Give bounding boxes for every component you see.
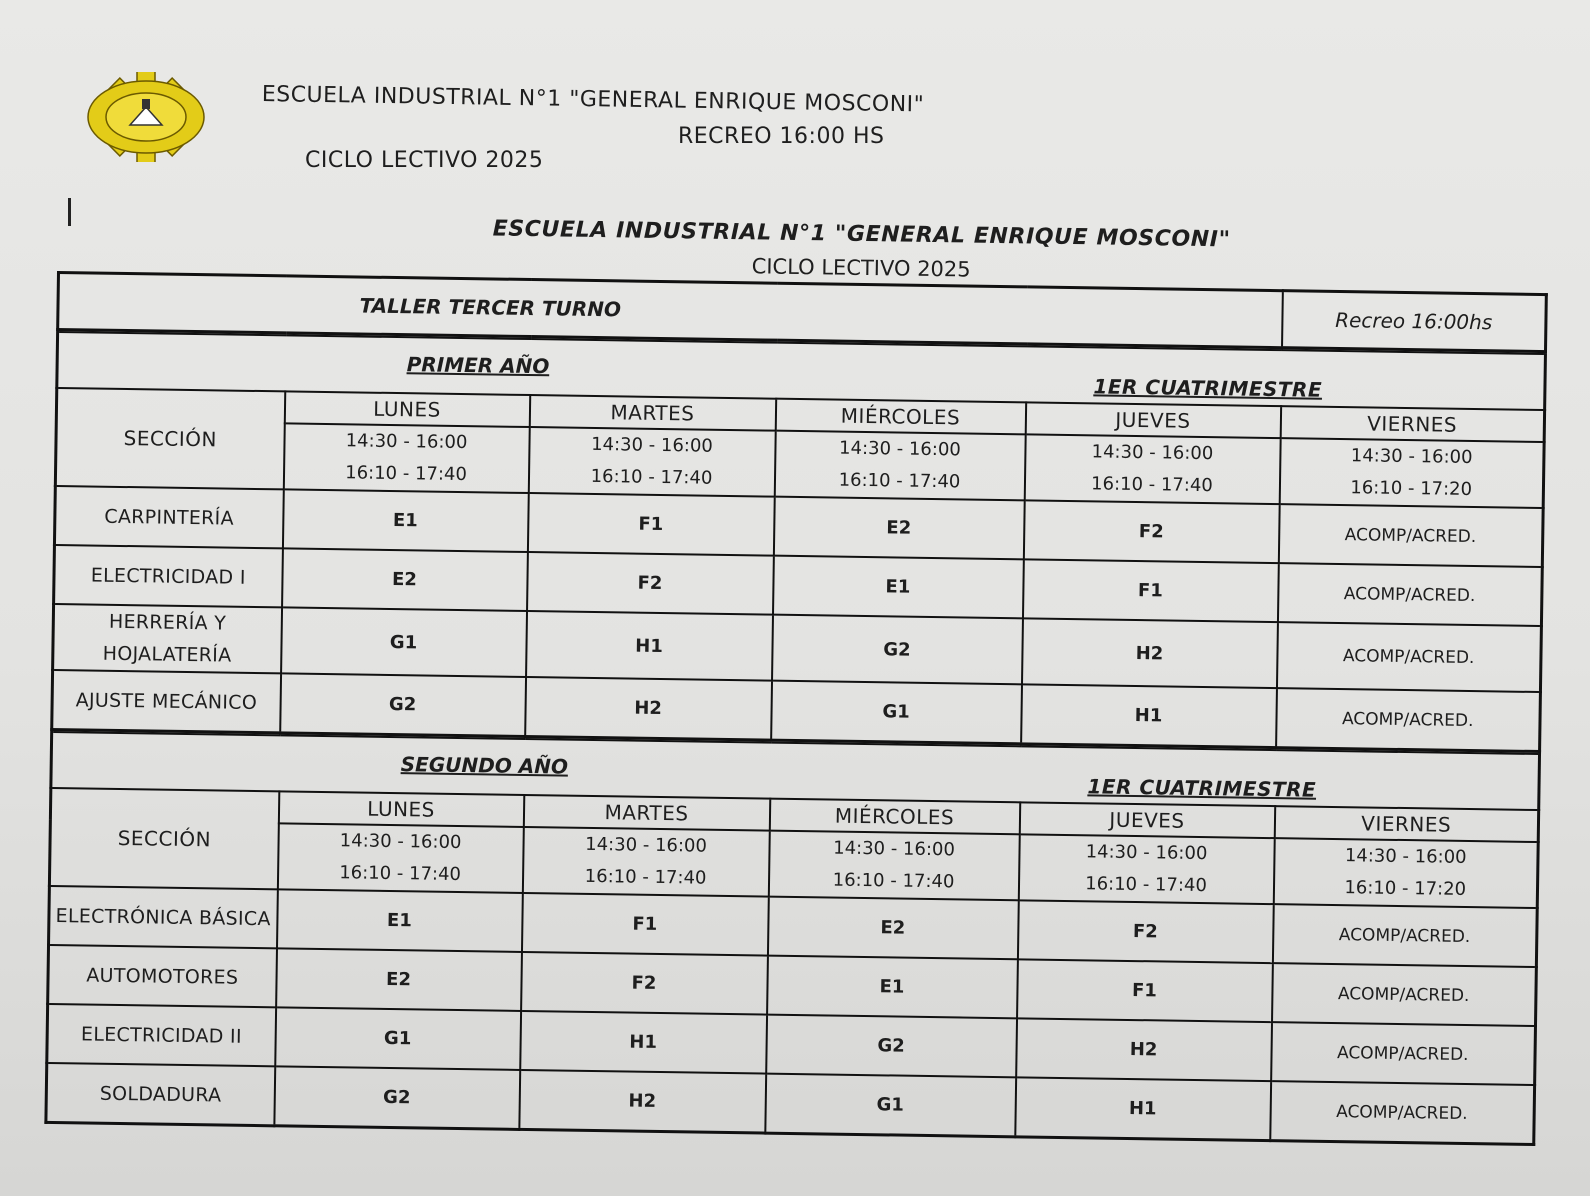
schedule-cell: H2 [525, 677, 772, 740]
schedule-cell: E2 [773, 497, 1024, 560]
schedule-cell: H2 [519, 1070, 766, 1133]
time-slot-1: 14:30 - 16:00 [1344, 845, 1467, 868]
time-slot-cell [774, 431, 1025, 501]
day-name: JUEVES [1025, 402, 1280, 438]
schedule-cell: E1 [767, 956, 1018, 1019]
schedule-cell: F2 [521, 952, 768, 1015]
day-name: VIERNES [1274, 806, 1538, 842]
school-gear-logo [78, 72, 214, 162]
year-table [44, 731, 1541, 1146]
schedule-cell: E1 [773, 556, 1024, 619]
year-table [50, 331, 1547, 753]
time-slot-cell [1279, 438, 1544, 508]
time-slot-2: 16:10 - 17:40 [832, 869, 955, 893]
schedule-cell: ACOMP/ACRED. [1276, 688, 1541, 751]
schedule-cell: H2 [1021, 618, 1277, 688]
time-slot-2: 16:10 - 17:40 [345, 462, 468, 486]
section-name: HERRERÍA Y HOJALATERÍA [53, 604, 282, 673]
schedule-cell: ACOMP/ACRED. [1270, 1081, 1535, 1144]
time-slot-1: 14:30 - 16:00 [1350, 445, 1473, 469]
day-name: LUNES [284, 391, 529, 427]
document-title: ESCUELA INDUSTRIAL N°1 "GENERAL ENRIQUE MOSCONI" [492, 216, 1231, 253]
schedule-cell: ACOMP/ACRED. [1271, 1022, 1536, 1085]
schedule-cell: F2 [527, 552, 774, 615]
time-slot-cell [277, 823, 523, 893]
section-name: ELECTRICIDAD I [54, 545, 283, 607]
time-slot-cell [528, 427, 775, 497]
year-label: SEGUNDO AÑO [400, 752, 569, 779]
time-slot-cell [283, 423, 529, 493]
schedule-cell: ACOMP/ACRED. [1272, 963, 1537, 1026]
time-slot-2: 16:10 - 17:40 [1090, 473, 1213, 497]
day-name: MARTES [529, 395, 775, 431]
years-container [44, 331, 1544, 1146]
time-slot-1: 14:30 - 16:00 [339, 830, 462, 854]
time-slot-2: 16:10 - 17:40 [838, 469, 961, 493]
schedule-cell: F1 [521, 893, 768, 956]
section-name: CARPINTERÍA [54, 486, 283, 548]
time-slot-1: 14:30 - 16:00 [833, 837, 956, 861]
schedule-cell: H1 [526, 611, 773, 681]
time-slot-2: 16:10 - 17:40 [590, 465, 713, 489]
schedule-cell: G1 [281, 607, 527, 677]
schedule-cell: F1 [1022, 559, 1278, 622]
schedule-cell: H1 [1015, 1077, 1271, 1140]
section-name: AJUSTE MECÁNICO [52, 670, 281, 733]
time-slot-2: 16:10 - 17:20 [1344, 877, 1467, 900]
schedule-cell: E1 [282, 489, 528, 552]
time-slot-2: 16:10 - 17:40 [584, 865, 707, 889]
header-school-name: ESCUELA INDUSTRIAL N°1 "GENERAL ENRIQUE MOSCONI" [261, 82, 925, 118]
time-slot-1: 14:30 - 16:00 [345, 430, 468, 454]
time-slot-2: 16:10 - 17:20 [1350, 477, 1473, 501]
time-slot-1: 14:30 - 16:00 [591, 433, 713, 457]
day-name: MIÉRCOLES [775, 399, 1025, 435]
schedule-cell: H1 [1021, 684, 1277, 747]
section-name: ELECTRICIDAD II [47, 1004, 276, 1066]
schedule-cell: F1 [527, 493, 774, 556]
schedule-cell: E1 [276, 889, 522, 952]
header-ciclo: CICLO LECTIVO 2025 [305, 148, 544, 173]
schedule-cell: G1 [275, 1007, 521, 1070]
time-slot-1: 14:30 - 16:00 [585, 833, 708, 857]
day-name: LUNES [278, 791, 523, 827]
schedule-cell: E2 [282, 548, 528, 611]
year-label: PRIMER AÑO [406, 352, 550, 379]
schedule-cell: F2 [1023, 500, 1279, 563]
recreo-cell: Recreo 16:00hs [1282, 291, 1547, 352]
time-slot-2: 16:10 - 17:40 [1085, 873, 1208, 897]
day-name: VIERNES [1280, 406, 1544, 442]
schedule-cell: F2 [1017, 900, 1273, 963]
schedule-cell: ACOMP/ACRED. [1272, 904, 1537, 967]
time-slot-2: 16:10 - 17:40 [339, 862, 462, 886]
section-header: SECCIÓN [55, 388, 284, 489]
day-name: JUEVES [1019, 802, 1274, 838]
time-slot-cell [522, 827, 769, 897]
time-slot-cell [1273, 838, 1538, 908]
time-slot-1: 14:30 - 16:00 [1085, 841, 1208, 865]
schedule-cell: ACOMP/ACRED. [1277, 563, 1542, 626]
time-slot-1: 14:30 - 16:00 [838, 437, 961, 461]
header-recreo: RECREO 16:00 HS [678, 124, 885, 149]
cuatrimestre-label: 1ER CUATRIMESTRE [1087, 774, 1317, 802]
section-header: SECCIÓN [49, 788, 278, 889]
day-name: MARTES [523, 795, 769, 831]
schedule-cell: E2 [767, 897, 1018, 960]
schedule-cell: ACOMP/ACRED. [1278, 504, 1543, 567]
time-slot-1: 14:30 - 16:00 [1091, 441, 1214, 465]
schedule-cell: ACOMP/ACRED. [1276, 622, 1541, 692]
schedule-cell: F1 [1017, 959, 1273, 1022]
schedule-document [44, 205, 1545, 1146]
section-name: AUTOMOTORES [48, 945, 277, 1007]
cuatrimestre-label: 1ER CUATRIMESTRE [1093, 374, 1323, 402]
time-slot-cell [1024, 434, 1280, 504]
day-name: MIÉRCOLES [769, 799, 1019, 835]
document-ciclo: CICLO LECTIVO 2025 [751, 254, 971, 282]
section-name: ELECTRÓNICA BÁSICA [49, 886, 278, 948]
schedule-cell: E2 [276, 948, 522, 1011]
schedule-cell: G1 [771, 681, 1022, 744]
schedule-cell: G1 [765, 1074, 1016, 1137]
schedule-cell: H1 [520, 1011, 767, 1074]
schedule-cell: G2 [280, 673, 526, 736]
section-name: SOLDADURA [46, 1063, 275, 1126]
schedule-cell: H2 [1016, 1018, 1272, 1081]
time-slot-cell [768, 831, 1019, 901]
time-slot-cell [1018, 834, 1274, 904]
schedule-cell: G2 [766, 1015, 1017, 1078]
schedule-cell: G2 [772, 615, 1023, 685]
schedule-cell: G2 [274, 1066, 520, 1129]
turno-label: TALLER TERCER TURNO [58, 273, 1283, 348]
